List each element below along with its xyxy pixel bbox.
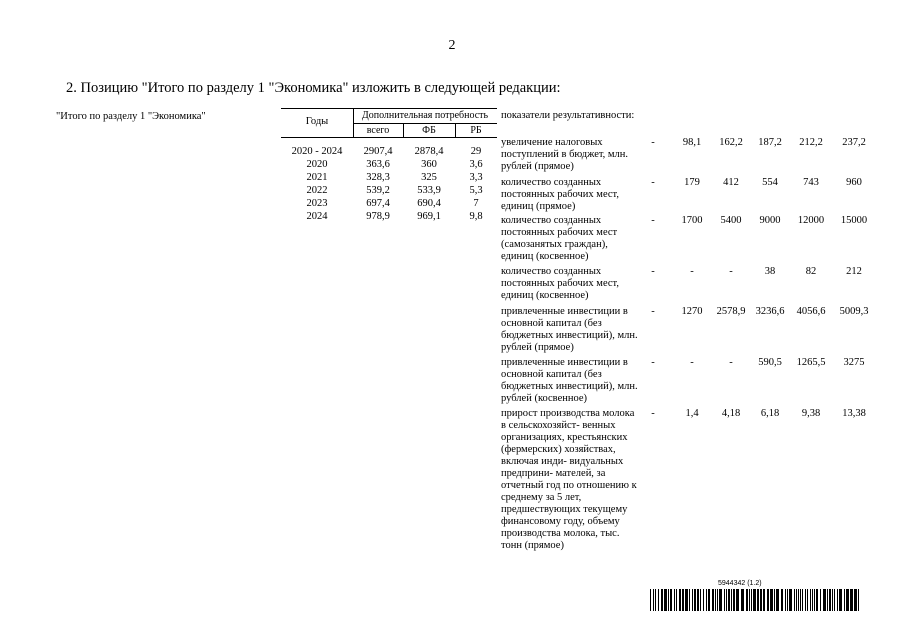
barcode-bar — [736, 589, 739, 611]
year-cell: 2023 — [306, 198, 328, 209]
rb-cell: 9,8 — [469, 211, 483, 222]
indicator-value: 15000 — [840, 215, 868, 226]
rb-cell: 3,6 — [469, 159, 483, 170]
barcode-bar — [774, 589, 775, 611]
barcode-bar — [753, 589, 756, 611]
column-header-fb: ФБ — [422, 125, 436, 136]
indicator-value: 179 — [684, 177, 700, 188]
indicator-value: 3236,6 — [755, 306, 785, 317]
table-rule — [281, 137, 497, 138]
barcode-bar — [741, 589, 744, 611]
indicator-value: - — [690, 266, 694, 277]
indicator-value: 212 — [846, 266, 862, 277]
barcode-bar — [689, 589, 690, 611]
barcode-bar — [717, 589, 718, 611]
indicator-name: увеличение налоговых поступлений в бюджет, млн. рублей (прямое) — [501, 137, 629, 172]
year-cell: 2024 — [306, 211, 328, 222]
indicator-name: прирост производства молока в сельскохозяйст- венных организациях, крестьянских (фермерских) хозяйствах, включая инди- видуальных предприни- мателей, за отчетный год по отношению к среднему за 5 лет, предшествующих текущему финансовому году, объему производства молока, тыс. тонн (прямое) — [501, 408, 637, 551]
barcode-bar — [805, 589, 806, 611]
barcode-bar — [700, 589, 701, 611]
barcode-bar — [837, 589, 838, 611]
rb-cell: 29 — [470, 146, 482, 157]
barcode-bar — [781, 589, 783, 611]
indicator-name: количество созданных постоянных рабочих мест (самозанятых граждан), единиц (косвенное) — [501, 215, 618, 262]
indicator-value: - — [729, 357, 733, 368]
barcode-bar — [658, 589, 659, 611]
barcode-bar — [812, 589, 813, 611]
barcode-bar — [719, 589, 722, 611]
indicator-value: 1,4 — [685, 408, 699, 419]
column-header-total: всего — [366, 125, 390, 136]
barcode-bar — [703, 589, 704, 611]
barcode-bar — [664, 589, 667, 611]
barcode-bar — [682, 589, 684, 611]
indicator-value: - — [651, 137, 655, 148]
rb-cell: 7 — [473, 198, 479, 209]
barcode-number: 5944342 (1.2) — [718, 580, 762, 587]
indicator-value: 590,5 — [758, 357, 782, 368]
column-header-years: Годы — [305, 116, 329, 127]
fb-cell: 360 — [421, 159, 437, 170]
total-cell: 328,3 — [366, 172, 390, 183]
indicator-value: 38 — [764, 266, 776, 277]
barcode-bar — [757, 589, 759, 611]
barcode-bar — [685, 589, 688, 611]
indicator-value: 5400 — [720, 215, 742, 226]
indicator-value: 162,2 — [719, 137, 743, 148]
barcode-bar — [674, 589, 675, 611]
indicator-value: - — [651, 306, 655, 317]
indicators-title: показатели результативности: — [501, 110, 635, 121]
barcode-bar — [650, 589, 651, 611]
indicator-value: 1265,5 — [796, 357, 826, 368]
indicator-value: 3275 — [843, 357, 865, 368]
fb-cell: 969,1 — [417, 211, 441, 222]
indicator-value: 13,38 — [842, 408, 866, 419]
barcode-bar — [816, 589, 818, 611]
barcode-bar — [839, 589, 842, 611]
indicator-value: - — [651, 357, 655, 368]
indicator-value: - — [651, 266, 655, 277]
barcode-bar — [668, 589, 669, 611]
barcode-bar — [827, 589, 828, 611]
barcode-bar — [850, 589, 853, 611]
barcode-bar — [770, 589, 773, 611]
indicator-name: количество созданных постоянных рабочих мест, единиц (прямое) — [501, 177, 619, 212]
year-cell: 2020 — [306, 159, 328, 170]
barcode-bar — [854, 589, 857, 611]
barcode-bar — [763, 589, 765, 611]
barcode-bar — [655, 589, 656, 611]
barcode-bar — [692, 589, 693, 611]
column-header-need: Дополнительная потребность — [361, 110, 489, 121]
rb-cell: 5,3 — [469, 185, 483, 196]
barcode-bar — [731, 589, 732, 611]
indicator-value: 5009,3 — [839, 306, 869, 317]
barcode-bar — [810, 589, 811, 611]
indicator-value: 1700 — [681, 215, 703, 226]
barcode-icon — [650, 589, 860, 611]
barcode-bar — [800, 589, 801, 611]
fb-cell: 2878,4 — [414, 146, 444, 157]
year-cell: 2021 — [306, 172, 328, 183]
total-cell: 978,9 — [366, 211, 390, 222]
barcode-bar — [858, 589, 859, 611]
barcode-bar — [829, 589, 831, 611]
table-row — [281, 198, 497, 210]
total-cell: 539,2 — [366, 185, 390, 196]
indicator-value: 960 — [846, 177, 862, 188]
barcode-bar — [670, 589, 672, 611]
barcode-bar — [726, 589, 727, 611]
indicator-value: - — [651, 408, 655, 419]
barcode-bar — [832, 589, 833, 611]
barcode-bar — [694, 589, 696, 611]
barcode-bar — [787, 589, 788, 611]
table-row — [281, 172, 497, 184]
indicator-value: 4,18 — [721, 408, 741, 419]
indicator-value: 212,2 — [799, 137, 823, 148]
amendment-heading: 2. Позицию "Итого по разделу 1 "Экономика" изложить в следующей редакции: — [66, 80, 561, 96]
indicator-value: - — [651, 215, 655, 226]
barcode-bar — [814, 589, 815, 611]
total-cell: 2907,4 — [363, 146, 393, 157]
barcode-bar — [751, 589, 752, 611]
page-number: 2 — [448, 38, 456, 53]
barcode-bar — [746, 589, 748, 611]
barcode-bar — [767, 589, 769, 611]
indicator-value: 12000 — [797, 215, 825, 226]
indicator-value: 187,2 — [758, 137, 782, 148]
indicator-name: привлеченные инвестиции в основной капитал (без бюджетных инвестиций), млн. рублей (косвенное) — [501, 357, 638, 404]
barcode-bar — [706, 589, 707, 611]
rb-cell: 3,3 — [469, 172, 483, 183]
column-header-rb: РБ — [470, 125, 482, 136]
indicator-value: 9,38 — [801, 408, 821, 419]
year-cell: 2020 - 2024 — [291, 146, 343, 157]
barcode-bar — [724, 589, 725, 611]
barcode-bar — [807, 589, 808, 611]
table-row — [281, 211, 497, 223]
indicator-value: 743 — [803, 177, 819, 188]
barcode-bar — [661, 589, 663, 611]
indicator-value: - — [729, 266, 733, 277]
indicator-value: 412 — [723, 177, 739, 188]
barcode-bar — [796, 589, 797, 611]
barcode-bar — [708, 589, 710, 611]
indicator-value: 82 — [805, 266, 817, 277]
indicator-value: - — [651, 177, 655, 188]
section-label: "Итого по разделу 1 "Экономика" — [56, 111, 206, 122]
table-rule — [281, 108, 497, 109]
barcode-bar — [679, 589, 681, 611]
barcode-bar — [715, 589, 716, 611]
table-rule — [353, 123, 497, 124]
fb-cell: 325 — [421, 172, 437, 183]
barcode-bar — [834, 589, 835, 611]
barcode-bar — [846, 589, 849, 611]
barcode-bar — [697, 589, 699, 611]
total-cell: 363,6 — [366, 159, 390, 170]
barcode-bar — [653, 589, 654, 611]
indicator-name: количество созданных постоянных рабочих мест, единиц (косвенное) — [501, 266, 619, 301]
barcode-bar — [820, 589, 821, 611]
barcode-bar — [749, 589, 750, 611]
barcode-bar — [728, 589, 730, 611]
barcode-bar — [712, 589, 714, 611]
table-row — [281, 185, 497, 197]
indicator-value: 98,1 — [682, 137, 702, 148]
barcode-bar — [794, 589, 795, 611]
barcode-bar — [676, 589, 677, 611]
fb-cell: 533,9 — [417, 185, 441, 196]
barcode-bar — [789, 589, 792, 611]
barcode-bar — [785, 589, 786, 611]
indicator-value: 1270 — [681, 306, 703, 317]
indicator-value: 9000 — [759, 215, 781, 226]
barcode-bar — [798, 589, 799, 611]
barcode-bar — [823, 589, 826, 611]
barcode-bar — [844, 589, 845, 611]
indicator-value: 554 — [762, 177, 778, 188]
barcode-bar — [802, 589, 803, 611]
barcode-bar — [733, 589, 735, 611]
total-cell: 697,4 — [366, 198, 390, 209]
barcode-bar — [760, 589, 762, 611]
indicator-name: привлеченные инвестиции в основной капитал (без бюджетных инвестиций), млн. рублей (прямое) — [501, 306, 638, 353]
indicator-value: 4056,6 — [796, 306, 826, 317]
year-cell: 2022 — [306, 185, 328, 196]
table-row — [281, 146, 497, 158]
fb-cell: 690,4 — [417, 198, 441, 209]
indicator-value: 2578,9 — [716, 306, 746, 317]
indicator-value: 6,18 — [760, 408, 780, 419]
table-row — [281, 159, 497, 171]
indicator-value: 237,2 — [842, 137, 866, 148]
barcode-bar — [776, 589, 779, 611]
indicator-value: - — [690, 357, 694, 368]
